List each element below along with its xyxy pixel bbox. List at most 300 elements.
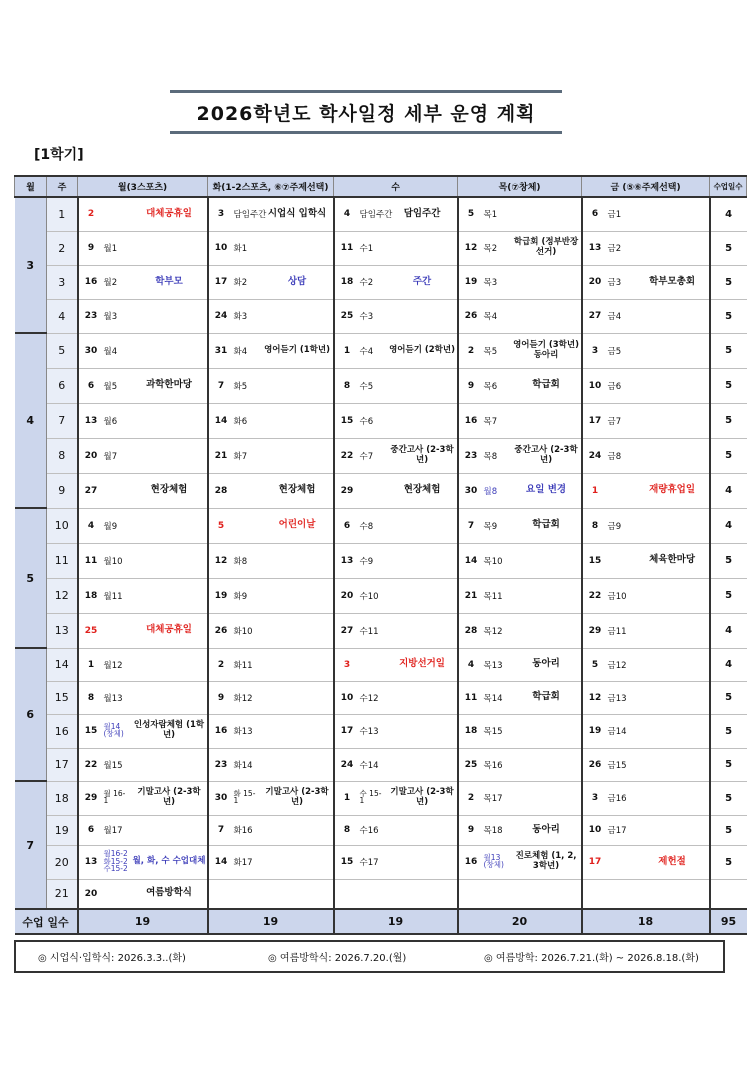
tue-period-text: 화1: [233, 244, 248, 254]
mon-period: [104, 299, 132, 333]
fri-date: 15: [582, 543, 608, 578]
thu-event: [512, 578, 582, 613]
days-cell: 4: [710, 648, 747, 681]
mon-period-text: 월17: [103, 826, 123, 836]
tue-date: 7: [208, 815, 234, 845]
thu-period: [484, 613, 512, 648]
mon-period-text: 월5: [103, 381, 118, 392]
mon-period: [104, 368, 132, 403]
wed-period-text: 수6: [359, 416, 374, 427]
fri-event: [636, 403, 710, 438]
mon-period: [104, 578, 132, 613]
wed-date: 4: [334, 197, 360, 231]
thu-period-text: 목14: [483, 693, 503, 704]
tue-period-text: 화6: [233, 416, 248, 427]
fri-period: [608, 403, 636, 438]
tue-period-text: 화 15-1: [233, 788, 256, 806]
tue-period: [234, 613, 262, 648]
tue-period-text: 화7: [233, 451, 248, 462]
thu-period: [484, 368, 512, 403]
thu-date: 23: [458, 438, 484, 473]
mon-period-text: 월7: [103, 451, 118, 462]
wed-event: [388, 714, 458, 748]
month-cell: 5: [15, 508, 47, 648]
fri-date: 29: [582, 613, 608, 648]
fri-period: [608, 473, 636, 508]
fri-date: 10: [582, 368, 608, 403]
wed-period-text: 수1: [359, 244, 374, 254]
wed-date: 15: [334, 403, 360, 438]
thu-event: 진로체험 (1, 2, 3학년): [512, 845, 582, 879]
mon-date: 29: [78, 781, 104, 815]
wed-date: 29: [334, 473, 360, 508]
week-row: [15, 473, 747, 508]
thu-period: [484, 714, 512, 748]
wed-event: 주간: [388, 265, 458, 299]
thu-event: [512, 197, 582, 231]
wed-period: [360, 781, 388, 815]
thu-event: 동아리: [512, 648, 582, 681]
wed-event: [388, 748, 458, 781]
days-cell: 4: [710, 473, 747, 508]
wed-event: [388, 368, 458, 403]
thu-date: 9: [458, 815, 484, 845]
thu-event: 동아리: [512, 815, 582, 845]
wed-date: [334, 879, 360, 909]
wed-period-text: 담임주간: [359, 210, 393, 221]
thu-period-text: 목11: [483, 591, 503, 602]
week-row: [15, 781, 747, 815]
mon-event: 대체공휴일: [132, 613, 208, 648]
wed-period: [360, 748, 388, 781]
footer-vacation: ◎ 여름방학: 2026.7.21.(화) ~ 2026.8.18.(화): [484, 953, 699, 964]
mon-event: 현장체험: [132, 473, 208, 508]
header-month: 월: [15, 176, 47, 197]
tue-date: 2: [208, 648, 234, 681]
week-row: [15, 879, 747, 909]
mon-event: [132, 648, 208, 681]
header-tue: 화(1-2스포츠, ⑥⑦주제선택): [208, 176, 334, 197]
mon-date: 11: [78, 543, 104, 578]
week-row: [15, 543, 747, 578]
thu-period-text: 목10: [483, 556, 503, 567]
wed-period: [360, 231, 388, 265]
mon-date: 18: [78, 578, 104, 613]
wed-event: [388, 231, 458, 265]
fri-date: 3: [582, 781, 608, 815]
thu-date: 11: [458, 681, 484, 714]
mon-period: [104, 508, 132, 543]
wed-period-text: 수16: [359, 826, 379, 836]
thu-date: 21: [458, 578, 484, 613]
days-cell: 4: [710, 197, 747, 231]
mon-date: 30: [78, 333, 104, 368]
wed-period: [360, 681, 388, 714]
thu-event: 학급회: [512, 368, 582, 403]
week-row: [15, 438, 747, 473]
fri-event: [636, 368, 710, 403]
fri-period-text: 금13: [607, 693, 627, 704]
tue-date: 14: [208, 403, 234, 438]
thu-period: [484, 197, 512, 231]
thu-period-text: 목8: [483, 451, 498, 462]
week-row: [15, 265, 747, 299]
wed-period: [360, 508, 388, 543]
page-title: [170, 90, 562, 134]
wed-date: 3: [334, 648, 360, 681]
fri-event: [636, 508, 710, 543]
mon-period: [104, 231, 132, 265]
week-cell: 2: [47, 231, 78, 265]
days-cell: 5: [710, 714, 747, 748]
mon-event: [132, 299, 208, 333]
thu-period: [484, 473, 512, 508]
week-cell: 12: [47, 578, 78, 613]
days-cell: 5: [710, 578, 747, 613]
week-cell: 8: [47, 438, 78, 473]
fri-period-text: 금2: [607, 244, 622, 254]
thu-date: 16: [458, 403, 484, 438]
tue-period-text: 화17: [233, 858, 253, 868]
wed-date: 24: [334, 748, 360, 781]
footer-closing: ◎ 여름방학식: 2026.7.20.(월): [268, 953, 407, 964]
fri-date: 20: [582, 265, 608, 299]
tue-date: 7: [208, 368, 234, 403]
days-cell: 4: [710, 613, 747, 648]
days-cell: 5: [710, 403, 747, 438]
tue-period-text: 화2: [233, 278, 248, 288]
thu-period: [484, 815, 512, 845]
header-wed: 수: [334, 176, 458, 197]
fri-event: [636, 333, 710, 368]
wed-period-text: 수 15-1: [359, 788, 382, 806]
tue-period: [234, 403, 262, 438]
fri-period: [608, 648, 636, 681]
schedule-table: [14, 175, 747, 935]
week-row: [15, 578, 747, 613]
week-row: [15, 333, 747, 368]
thu-date: 7: [458, 508, 484, 543]
fri-date: 27: [582, 299, 608, 333]
wed-period: [360, 613, 388, 648]
page-title-text: 2026학년도 학사일정 세부 운영 계획: [196, 102, 536, 125]
fri-period: [608, 197, 636, 231]
days-cell: 5: [710, 781, 747, 815]
tue-date: 17: [208, 265, 234, 299]
days-cell: [710, 879, 747, 909]
thu-period: [484, 333, 512, 368]
wed-event: [388, 299, 458, 333]
mon-period-text: 월2: [103, 278, 118, 288]
fri-period-text: 금8: [607, 451, 622, 462]
mon-event: [132, 403, 208, 438]
wed-date: 10: [334, 681, 360, 714]
thu-period: [484, 748, 512, 781]
totals-label: 수업 일수: [15, 909, 78, 934]
tue-period: [234, 473, 262, 508]
week-cell: 5: [47, 333, 78, 368]
fri-period: [608, 438, 636, 473]
tue-date: 23: [208, 748, 234, 781]
thu-period: [484, 231, 512, 265]
tue-period: [234, 368, 262, 403]
mon-period: [104, 543, 132, 578]
wed-period: [360, 845, 388, 879]
tue-period: [234, 879, 262, 909]
wed-event: [388, 403, 458, 438]
tue-period-text: 담임주간: [233, 210, 267, 221]
thu-period-text: 목5: [483, 346, 498, 357]
mon-period: [104, 197, 132, 231]
fri-date: 22: [582, 578, 608, 613]
fri-period: [608, 781, 636, 815]
tue-date: 12: [208, 543, 234, 578]
fri-event: 재량휴업일: [636, 473, 710, 508]
tue-period: [234, 231, 262, 265]
tue-event: [262, 748, 334, 781]
fri-event: 체육한마당: [636, 543, 710, 578]
wed-period: [360, 403, 388, 438]
wed-period: [360, 438, 388, 473]
wed-event: 영어듣기 (2학년): [388, 333, 458, 368]
days-cell: 5: [710, 368, 747, 403]
thu-period: [484, 265, 512, 299]
fri-date: 6: [582, 197, 608, 231]
fri-event: [636, 578, 710, 613]
mon-date: 6: [78, 368, 104, 403]
wed-period: [360, 265, 388, 299]
wed-event: 현장체험: [388, 473, 458, 508]
fri-event: [636, 781, 710, 815]
wed-period: [360, 368, 388, 403]
tue-period: [234, 543, 262, 578]
fri-period: [608, 368, 636, 403]
mon-period-text: 월9: [103, 521, 118, 532]
tue-event: [262, 681, 334, 714]
fri-event: 제헌절: [636, 845, 710, 879]
fri-period-text: 금9: [607, 521, 622, 532]
tue-event: [262, 403, 334, 438]
totals-row: [15, 909, 747, 934]
tue-event: [262, 845, 334, 879]
wed-period: [360, 879, 388, 909]
fri-period: [608, 845, 636, 879]
thu-date: 26: [458, 299, 484, 333]
fri-date: 3: [582, 333, 608, 368]
tue-event: [262, 543, 334, 578]
wed-period: [360, 299, 388, 333]
wed-event: 기말고사 (2-3학년): [388, 781, 458, 815]
tue-event: [262, 648, 334, 681]
tue-date: 5: [208, 508, 234, 543]
semester-label: [1학기]: [34, 147, 84, 163]
week-cell: 16: [47, 714, 78, 748]
tue-event: 영어듣기 (1학년): [262, 333, 334, 368]
mon-period-text: 월15: [103, 760, 123, 771]
mon-period: [104, 648, 132, 681]
tue-period: [234, 815, 262, 845]
total-mon: 19: [78, 909, 208, 934]
thu-period: [484, 845, 512, 879]
wed-period-text: 수5: [359, 381, 374, 392]
wed-period-text: 수9: [359, 556, 374, 567]
days-cell: 5: [710, 299, 747, 333]
fri-period-text: 금6: [607, 381, 622, 392]
mon-period: [104, 438, 132, 473]
tue-period: [234, 438, 262, 473]
wed-period: [360, 473, 388, 508]
tue-date: 14: [208, 845, 234, 879]
header-week: 주: [47, 176, 78, 197]
days-cell: 5: [710, 845, 747, 879]
week-cell: 10: [47, 508, 78, 543]
fri-period-text: 금1: [607, 210, 622, 221]
header-fri: 금 (⑤⑥주제선택): [582, 176, 710, 197]
week-cell: 7: [47, 403, 78, 438]
week-row: [15, 299, 747, 333]
thu-period: [484, 299, 512, 333]
thu-period-text: 월8: [483, 486, 498, 497]
mon-period: [104, 403, 132, 438]
thu-period: [484, 781, 512, 815]
wed-period-text: 수12: [359, 693, 379, 704]
tue-period: [234, 299, 262, 333]
mon-date: 20: [78, 879, 104, 909]
tue-period: [234, 265, 262, 299]
fri-event: [636, 613, 710, 648]
fri-date: 19: [582, 714, 608, 748]
thu-period-text: 목17: [483, 794, 503, 804]
tue-date: 28: [208, 473, 234, 508]
thu-date: 4: [458, 648, 484, 681]
wed-period-text: 수10: [359, 591, 379, 602]
wed-period-text: 수2: [359, 278, 374, 288]
wed-period: [360, 815, 388, 845]
mon-date: 27: [78, 473, 104, 508]
mon-event: [132, 578, 208, 613]
thu-date: 14: [458, 543, 484, 578]
tue-event: 상담: [262, 265, 334, 299]
mon-period-text: 월14 (창체): [103, 721, 124, 739]
fri-event: [636, 815, 710, 845]
wed-period: [359, 197, 393, 231]
days-cell: 5: [710, 681, 747, 714]
total-thu: 20: [458, 909, 582, 934]
fri-period-text: 금17: [607, 826, 627, 836]
thu-period: [484, 403, 512, 438]
week-cell: 14: [47, 648, 78, 681]
thu-event: 학급회 (정부반장선거): [512, 231, 582, 265]
mon-period: [104, 333, 132, 368]
thu-event: 요일 변경: [512, 473, 582, 508]
mon-date: 25: [78, 613, 104, 648]
thu-period: [484, 438, 512, 473]
fri-period-text: 금16: [607, 794, 627, 804]
header-row: [15, 176, 747, 197]
fri-date: 1: [582, 473, 608, 508]
mon-date: 4: [78, 508, 104, 543]
week-cell: 20: [47, 845, 78, 879]
thu-period: [484, 648, 512, 681]
thu-period-text: 목12: [483, 626, 503, 637]
thu-date: 16: [458, 845, 484, 879]
mon-date: 2: [78, 197, 104, 231]
week-row: [15, 613, 747, 648]
wed-date: 25: [334, 299, 360, 333]
thu-event: [512, 543, 582, 578]
mon-event: 월, 화, 수 수업대체: [132, 845, 208, 879]
thu-event: [512, 781, 582, 815]
mon-period-text: 월3: [103, 312, 118, 322]
thu-period-text: 목4: [483, 312, 498, 322]
days-cell: 5: [710, 815, 747, 845]
thu-event: [512, 714, 582, 748]
month-cell: 7: [15, 781, 47, 909]
mon-event: [132, 508, 208, 543]
thu-date: 19: [458, 265, 484, 299]
mon-period-text: 월 16-1: [103, 788, 126, 806]
tue-event: [262, 578, 334, 613]
mon-date: 1: [78, 648, 104, 681]
wed-period-text: 수17: [359, 858, 379, 868]
thu-event: [512, 748, 582, 781]
thu-date: 5: [458, 197, 484, 231]
wed-period-text: 수7: [359, 451, 374, 462]
thu-date: 12: [458, 231, 484, 265]
tue-event: [262, 368, 334, 403]
tue-event: [262, 714, 334, 748]
mon-period: [104, 714, 132, 748]
tue-date: 31: [208, 333, 234, 368]
week-cell: 19: [47, 815, 78, 845]
wed-date: 8: [334, 815, 360, 845]
fri-date: 10: [582, 815, 608, 845]
wed-date: 8: [334, 368, 360, 403]
fri-period: [608, 508, 636, 543]
mon-date: 6: [78, 815, 104, 845]
fri-period: [608, 714, 636, 748]
mon-event: 여름방학식: [132, 879, 208, 909]
mon-period-text: 월1: [103, 244, 118, 254]
thu-date: 9: [458, 368, 484, 403]
mon-event: [132, 815, 208, 845]
tue-period-text: 화5: [233, 381, 248, 392]
days-cell: 4: [710, 508, 747, 543]
fri-event: [636, 879, 710, 909]
mon-event: [132, 438, 208, 473]
wed-event: [388, 815, 458, 845]
tue-event: [262, 299, 334, 333]
mon-period: [104, 845, 132, 879]
mon-period-text: 월16-2 화15-2 수15-2: [103, 848, 128, 874]
tue-date: 21: [208, 438, 234, 473]
thu-event: [512, 265, 582, 299]
fri-period-text: 금5: [607, 346, 622, 357]
thu-period-text: 목16: [483, 760, 503, 771]
fri-period-text: 금15: [607, 760, 627, 771]
tue-period-text: 화13: [233, 727, 253, 737]
tue-period: [234, 681, 262, 714]
fri-period: [608, 578, 636, 613]
thu-event: 학급회: [512, 508, 582, 543]
wed-date: 17: [334, 714, 360, 748]
thu-period-text: 목3: [483, 278, 498, 288]
mon-date: 13: [78, 845, 104, 879]
wed-event: [388, 879, 458, 909]
week-cell: 15: [47, 681, 78, 714]
wed-event: [388, 508, 458, 543]
thu-period-text: 목1: [483, 210, 498, 221]
